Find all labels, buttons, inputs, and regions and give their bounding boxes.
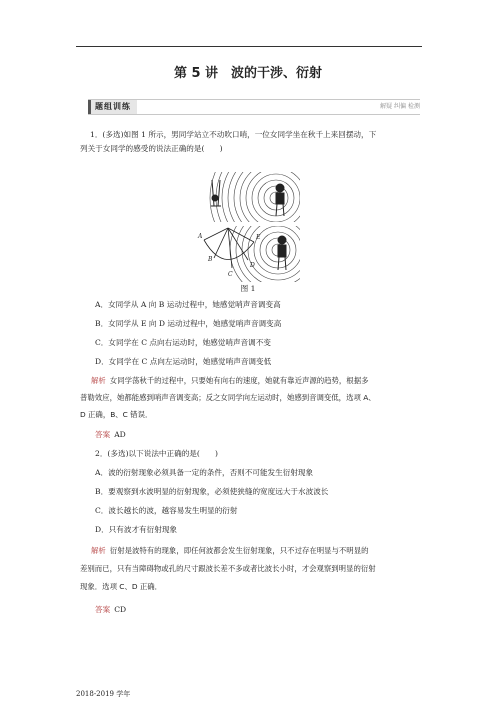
q1-option-a: A．女同学从 A 向 B 运动过程中，她感觉哨声音调变高 <box>95 300 281 309</box>
swing-path-figure <box>196 226 300 282</box>
q1-answer-value: AD <box>114 430 126 439</box>
q1-analysis-text1: 女同学荡秋千的过程中，只要她有向右的速度，她就有靠近声源的趋势，根据多 <box>109 376 369 385</box>
q1-stem-line2: 列关于女同学的感受的说法正确的是( ) <box>80 144 223 153</box>
q2-analysis-text1: 衍射是波特有的现象，即任何波都会发生衍射现象，只不过存在明显与不明显的 <box>109 546 369 555</box>
q2-analysis-tag: 解析 <box>91 546 106 555</box>
q1-answer-tag: 答案 <box>95 430 111 439</box>
q1-analysis-line1 <box>91 374 431 387</box>
figure-caption: 图 1 <box>240 284 256 293</box>
q2-option-a: A．波的衍射现象必须具备一定的条件，否则不可能发生衍射现象 <box>95 468 314 477</box>
q2-stem: 2．(多选)以下说法中正确的是( ) <box>95 449 218 458</box>
q1-analysis-line3: D 正确，B、C 错误． <box>80 410 153 419</box>
q2-analysis-line3: 现象．选项 C、D 正确． <box>80 582 163 591</box>
q1-analysis-line2: 普勒效应，她都能感到哨声音调变高；反之女同学向左运动时，她感到音调变低，选项 A、 <box>80 393 376 402</box>
q1-answer <box>95 428 126 441</box>
point-label-a: A <box>198 233 203 240</box>
q1-option-d: D．女同学在 C 点向左运动时，她感觉哨声音调变低 <box>95 357 272 366</box>
q2-analysis-line1 <box>91 544 431 557</box>
q1-analysis-tag: 解析 <box>91 376 106 385</box>
q2-analysis-line2: 差别而已，只有当障碍物或孔的尺寸跟波长差不多或者比波长小时，才会观察到明显的衍射 <box>80 564 376 573</box>
section-subtitle: 解疑 纠偏 检测 <box>380 103 420 110</box>
q1-option-b: B．女同学从 E 向 D 运动过程中，她感觉哨声音调变高 <box>95 319 282 328</box>
page-title: 第 5 讲 波的干涉、衍射 <box>173 66 323 81</box>
q2-answer-tag: 答案 <box>95 605 111 614</box>
q1-stem-line1: 1．(多选)如图 1 所示，男同学站立不动吹口哨，一位女同学坐在秋千上来回摆动，下 <box>90 130 377 139</box>
q2-answer-value: CD <box>114 605 127 614</box>
point-label-e: E <box>256 234 261 241</box>
section-label: 题组训练 <box>88 100 137 114</box>
q2-answer <box>95 603 126 616</box>
q2-option-d: D．只有波才有衍射现象 <box>95 525 178 534</box>
section-bar <box>88 99 420 115</box>
point-label-c: C <box>228 271 233 278</box>
footer-year: 2018-2019 学年 <box>76 690 131 698</box>
q1-option-c: C．女同学在 C 点向右运动时，她感觉哨声音调不变 <box>95 338 271 347</box>
wavefront-figure-top <box>196 172 300 222</box>
q2-option-b: B．要观察到水波明显的衍射现象，必须使狭缝的宽度远大于水波波长 <box>95 487 329 496</box>
q2-option-c: C．波长越长的波，越容易发生明显的衍射 <box>95 506 238 515</box>
top-rule <box>76 46 422 47</box>
point-label-d: D <box>250 262 255 269</box>
point-label-b: B <box>208 256 213 263</box>
